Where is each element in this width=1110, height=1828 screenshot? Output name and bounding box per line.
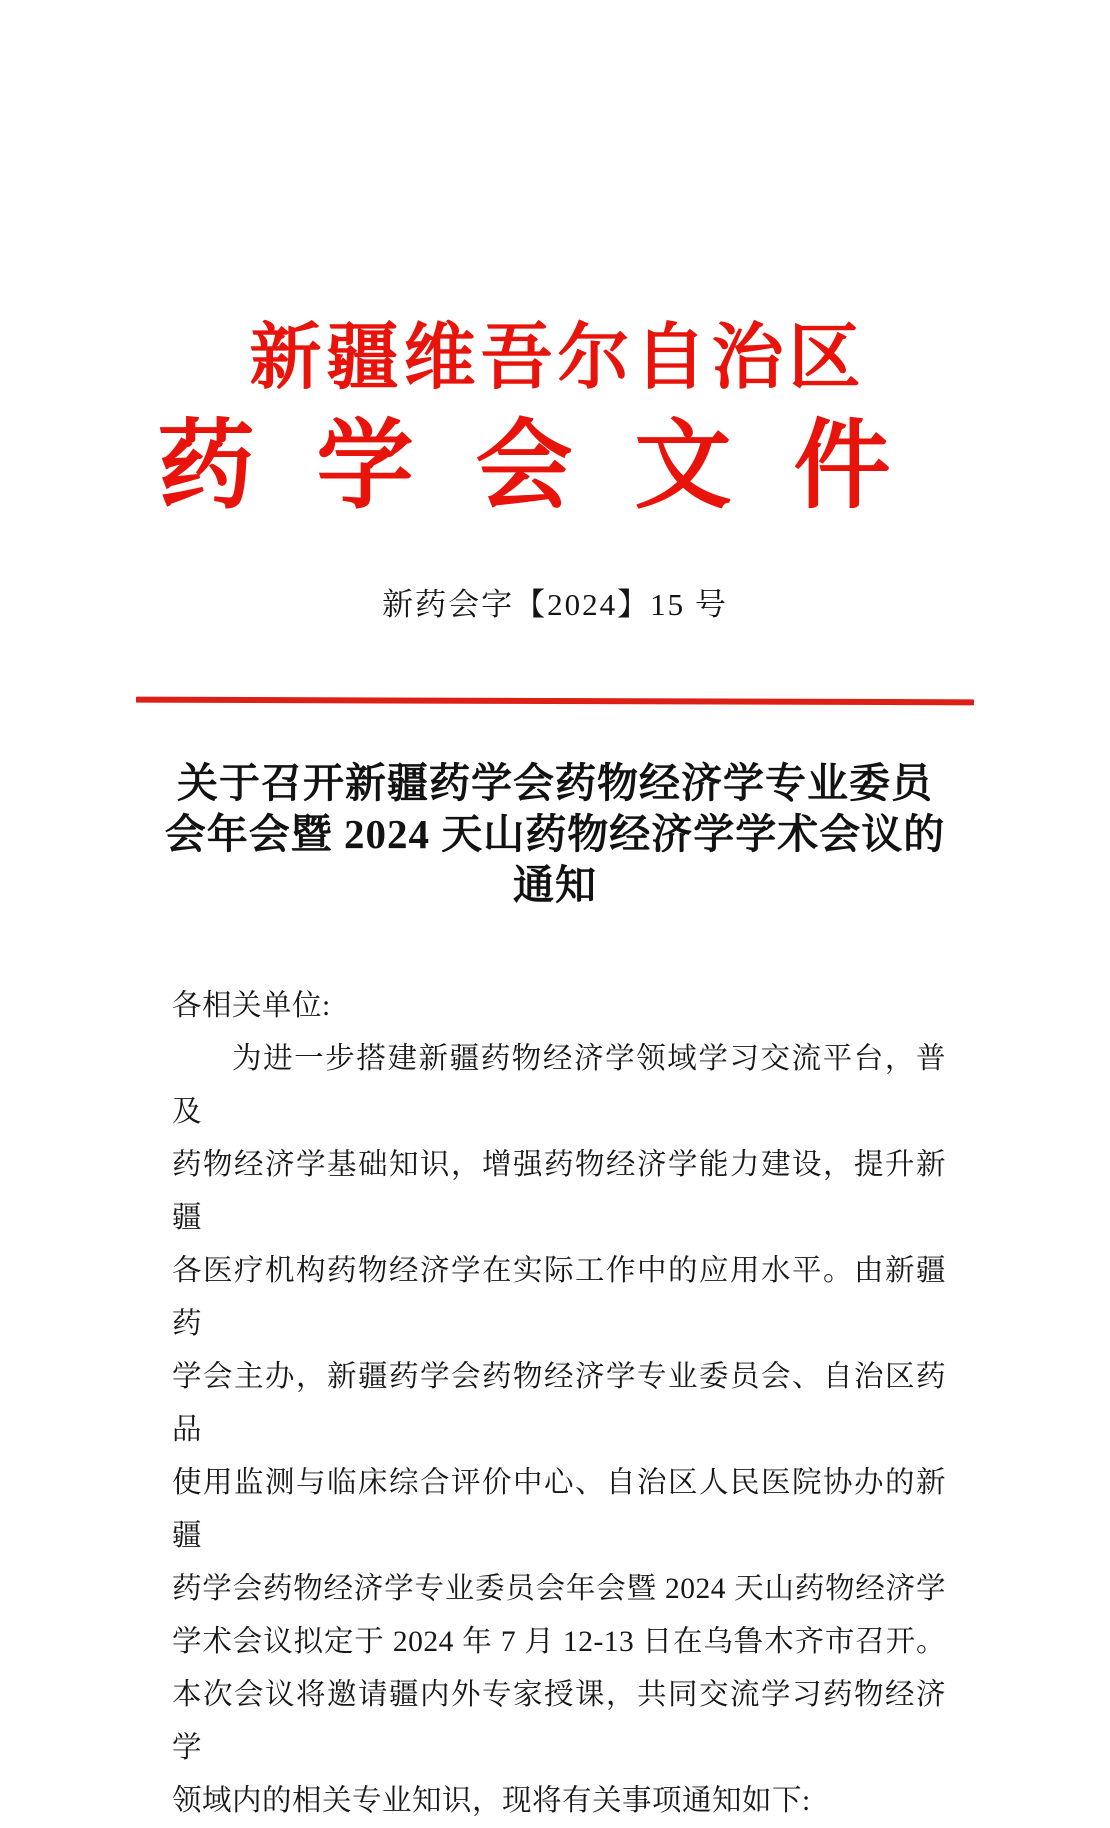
body-line-2: 药物经济学基础知识，增强药物经济学能力建设，提升新疆 bbox=[172, 1149, 946, 1234]
letterhead-org-name: 新疆维吾尔自治区 bbox=[249, 318, 866, 398]
body-line-6: 药学会药物经济学专业委员会年会暨 2024 天山药物经济学 bbox=[172, 1573, 946, 1605]
notice-title bbox=[95, 758, 1015, 911]
body-line-3: 各医疗机构药物经济学在实际工作中的应用水平。由新疆药 bbox=[172, 1255, 946, 1340]
red-divider-rule bbox=[136, 697, 974, 706]
body-line-8: 本次会议将邀请疆内外专家授课，共同交流学习药物经济学 bbox=[172, 1679, 946, 1764]
notice-body bbox=[172, 980, 946, 1828]
body-line-4: 学会主办，新疆药学会药物经济学专业委员会、自治区药品 bbox=[172, 1361, 946, 1446]
salutation: 各相关单位: bbox=[172, 990, 331, 1022]
doc-number: 新药会字【2024】15 号 bbox=[382, 587, 728, 622]
letterhead-doc-type: 药学会文件 bbox=[157, 413, 953, 520]
body-line-7: 学术会议拟定于 2024 年 7 月 12-13 日在乌鲁木齐市召开。 bbox=[172, 1626, 946, 1658]
body-line-9: 领域内的相关专业知识，现将有关事项通知如下: bbox=[172, 1785, 811, 1817]
body-line-1: 为进一步搭建新疆药物经济学领域学习交流平台，普及 bbox=[172, 1043, 946, 1128]
body-line-5: 使用监测与临床综合评价中心、自治区人民医院协办的新疆 bbox=[172, 1467, 946, 1552]
notice-title-line-2: 会年会暨 2024 天山药物经济学学术会议的 bbox=[164, 811, 946, 857]
notice-title-line-3: 通知 bbox=[513, 862, 597, 908]
notice-title-line-1: 关于召开新疆药学会药物经济学专业委员 bbox=[177, 760, 933, 806]
